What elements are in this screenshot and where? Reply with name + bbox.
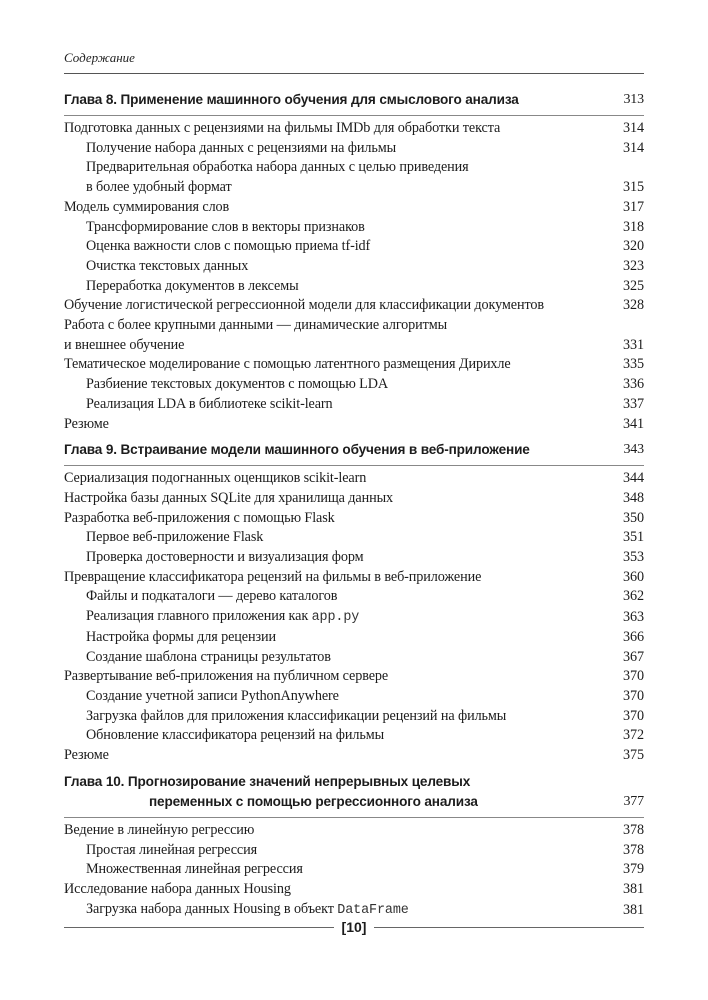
toc-entry-page: 341 (623, 415, 644, 432)
toc-entry-page: 370 (623, 707, 644, 724)
toc-entry-text: Предварительная обработка набора данных с целью приведения (86, 159, 469, 176)
toc-entry-page: 370 (623, 687, 644, 704)
toc-entry-title (86, 587, 620, 607)
header-rule (64, 73, 644, 74)
toc-entry-text: Множественная линейная регрессия (86, 861, 303, 878)
chapter-title-line: переменных с помощью регрессионного анализа (149, 793, 478, 809)
page-footer (64, 919, 644, 935)
toc-entry-text: Разработка веб-приложения с помощью Flask (64, 509, 335, 526)
toc-section (64, 415, 644, 435)
toc-entry-title (86, 375, 620, 395)
toc-subsection (64, 277, 644, 297)
toc-section (64, 509, 644, 529)
toc-subsection (64, 607, 644, 628)
toc-entry-title (64, 469, 620, 489)
toc-subsection (64, 628, 644, 648)
toc-entry-text: Развертывание веб-приложения на публичном сервере (64, 668, 389, 685)
toc-entry-page: 314 (623, 139, 644, 156)
toc-subsection (64, 587, 644, 607)
toc-section (64, 198, 644, 218)
toc-section (64, 568, 644, 588)
toc-entry-title (64, 198, 620, 218)
toc-entry-text: Подготовка данных с рецензиями на фильмы IMDb для обработки текста (64, 120, 501, 136)
toc-subsection (64, 158, 644, 197)
toc-entry-text-continued: в более удобный формат (86, 179, 232, 196)
toc-entry-text: Трансформирование слов в векторы признаков (86, 218, 365, 235)
toc-entry-page: 328 (623, 297, 644, 314)
chapter-title-line: Глава 8. Применение машинного обучения для смыслового анализа (64, 92, 519, 107)
chapter-heading (64, 772, 644, 818)
toc-subsection (64, 375, 644, 395)
chapter-page-number: 313 (623, 92, 644, 107)
toc-entry-title (64, 355, 620, 375)
toc-subsection (64, 528, 644, 548)
toc-entry-title (86, 277, 620, 297)
toc-entry-title (86, 548, 620, 568)
toc-entry-code: DataFrame (337, 902, 409, 918)
toc-entry-title (86, 158, 620, 197)
toc-section (64, 469, 644, 489)
toc-section (64, 821, 644, 841)
toc-entry-text: Исследование набора данных Housing (64, 880, 291, 897)
toc-entry-text: Обновление классификатора рецензий на фильмы (86, 727, 385, 744)
toc-entry-text: Проверка достоверности и визуализация форм (86, 549, 364, 566)
toc-entry-title (86, 900, 620, 921)
toc-section (64, 296, 644, 316)
toc-entry-text: Обучение логистической регрессионной модели для классификации документов (64, 297, 544, 314)
toc-entry-page: 366 (623, 628, 644, 645)
toc-entry-title (64, 509, 620, 529)
toc-subsection (64, 139, 644, 159)
toc-entry-page: 362 (623, 588, 644, 605)
toc-entry-page: 325 (623, 277, 644, 294)
toc-entry-code: app.py (311, 610, 360, 626)
toc-entry-title (64, 568, 620, 588)
toc-entry-title (86, 841, 620, 861)
toc-entry-title (64, 119, 620, 139)
toc-entry-page: 378 (623, 821, 644, 838)
chapter-heading (64, 90, 644, 116)
toc-section (64, 119, 644, 139)
toc-entry-title (86, 139, 620, 159)
toc-entry-page: 337 (623, 395, 644, 412)
toc-entry-title (86, 237, 620, 257)
toc-entry-page: 367 (623, 648, 644, 665)
toc-subsection (64, 648, 644, 668)
toc-entry-text: Реализация LDA в библиотеке scikit-learn (86, 395, 333, 412)
toc-entry-text: Сериализация подогнанных оценщиков scikit-learn (64, 470, 367, 487)
toc-entry-page: 331 (623, 336, 644, 353)
toc-entry-text: Превращение классификатора рецензий на фильмы в веб-приложение (64, 568, 482, 585)
toc-entry-text: Первое веб-приложение Flask (86, 529, 264, 546)
toc-subsection (64, 257, 644, 277)
toc-entry-title (86, 707, 620, 727)
toc-entry-text: Получение набора данных с рецензиями на фильмы (86, 139, 397, 156)
footer-rule-left (64, 927, 334, 928)
toc-subsection (64, 726, 644, 746)
toc-subsection (64, 237, 644, 257)
toc-entry-title (64, 415, 620, 435)
toc-entry-text: Очистка текстовых данных (86, 257, 249, 274)
toc-entry-text: Настройка базы данных SQLite для хранилища данных (64, 489, 394, 506)
toc-entry-page: 381 (623, 880, 644, 897)
toc-entry-page: 323 (623, 257, 644, 274)
toc-entry-title (64, 746, 620, 766)
toc-subsection (64, 218, 644, 238)
toc-entry-text: Создание шаблона страницы результатов (86, 648, 331, 665)
toc-entry-page: 353 (623, 549, 644, 566)
toc-entry-page: 379 (623, 861, 644, 878)
toc-entry-title (86, 528, 620, 548)
toc-entry-page: 320 (623, 238, 644, 255)
toc-entry-title (64, 821, 620, 841)
toc-entry-page: 375 (623, 747, 644, 764)
toc-entry-text: Переработка документов в лексемы (86, 277, 299, 294)
toc-entry-text: Оценка важности слов с помощью приема tf-idf (86, 238, 371, 255)
toc-entry-title (64, 880, 620, 900)
toc-entry-page: 381 (623, 901, 644, 918)
toc-entry-text: Создание учетной записи PythonAnywhere (86, 687, 339, 704)
toc-entry-title (86, 860, 620, 880)
toc-entry-page: 378 (623, 841, 644, 858)
page-number: [10] (341, 919, 367, 935)
toc-entry-title (64, 296, 620, 316)
toc-entry-text: Настройка формы для рецензии (86, 628, 276, 645)
toc-subsection (64, 841, 644, 861)
chapter-page-number: 343 (623, 442, 644, 458)
toc-subsection (64, 395, 644, 415)
toc-entry-title (64, 489, 620, 509)
toc-section (64, 667, 644, 687)
chapter-page-number: 377 (623, 793, 644, 809)
toc-entry-page: 317 (623, 198, 644, 215)
chapter-heading (64, 440, 644, 466)
toc-section (64, 746, 644, 766)
chapter-title (64, 772, 478, 812)
chapter-title-line: Глава 10. Прогнозирование значений непрерывных целевых (64, 773, 471, 789)
toc-entry-text: Загрузка набора данных Housing в объект (86, 900, 338, 917)
toc-entry-title (86, 687, 620, 707)
chapter-title (64, 90, 519, 110)
toc-entry-text: Загрузка файлов для приложения классификации рецензий на фильмы (86, 707, 507, 724)
toc-entry-text: Тематическое моделирование с помощью латентного размещения Дирихле (64, 356, 511, 373)
toc-entry-page: 350 (623, 509, 644, 526)
toc-subsection (64, 860, 644, 880)
toc-entry-page: 315 (623, 179, 644, 196)
toc-entry-page: 348 (623, 489, 644, 506)
toc-entry-page: 318 (623, 218, 644, 235)
toc-entry-page: 335 (623, 356, 644, 373)
toc-section (64, 880, 644, 900)
toc-entry-page: 363 (623, 609, 644, 626)
toc-entry-title (64, 667, 620, 687)
toc-entry-page: 360 (623, 568, 644, 585)
toc-entry-page: 344 (623, 470, 644, 487)
running-head: Содержание (64, 50, 135, 65)
toc-entry-text: Ведение в линейную регрессию (64, 821, 255, 838)
toc-entry-text: Работа с более крупными данными — динамические алгоритмы (64, 317, 448, 334)
toc-entry-text: Файлы и подкаталоги — дерево каталогов (86, 588, 338, 605)
toc-subsection (64, 900, 644, 921)
toc-entry-text: Разбиение текстовых документов с помощью LDA (86, 376, 389, 393)
toc-entry-title (86, 628, 620, 648)
footer-rule-right (374, 927, 644, 928)
toc-entry-page: 370 (623, 668, 644, 685)
toc-subsection (64, 687, 644, 707)
chapter-title-line: Глава 9. Встраивание модели машинного обучения в веб-приложение (64, 442, 530, 458)
toc-entry-text: Модель суммирования слов (64, 198, 230, 215)
toc-subsection (64, 548, 644, 568)
toc-entry-title (86, 607, 620, 628)
toc-entry-title (64, 316, 620, 355)
toc-entry-page: 314 (623, 120, 644, 136)
toc-entry-title (86, 726, 620, 746)
toc-section (64, 489, 644, 509)
toc-entry-page: 336 (623, 376, 644, 393)
toc-entry-title (86, 257, 620, 277)
toc-subsection (64, 707, 644, 727)
toc-entry-page: 351 (623, 529, 644, 546)
toc-entry-title (86, 648, 620, 668)
toc-entry-page: 372 (623, 727, 644, 744)
toc-entry-text: Резюме (64, 415, 109, 432)
toc-entry-title (86, 218, 620, 238)
toc-section (64, 355, 644, 375)
toc-entry-text-continued: и внешнее обучение (64, 336, 185, 353)
toc-entry-text: Реализация главного приложения как (86, 608, 312, 625)
toc-section (64, 316, 644, 355)
table-of-contents (64, 90, 644, 920)
toc-entry-text: Резюме (64, 747, 109, 764)
toc-entry-title (86, 395, 620, 415)
toc-entry-text: Простая линейная регрессия (86, 841, 258, 858)
chapter-title (64, 440, 530, 460)
